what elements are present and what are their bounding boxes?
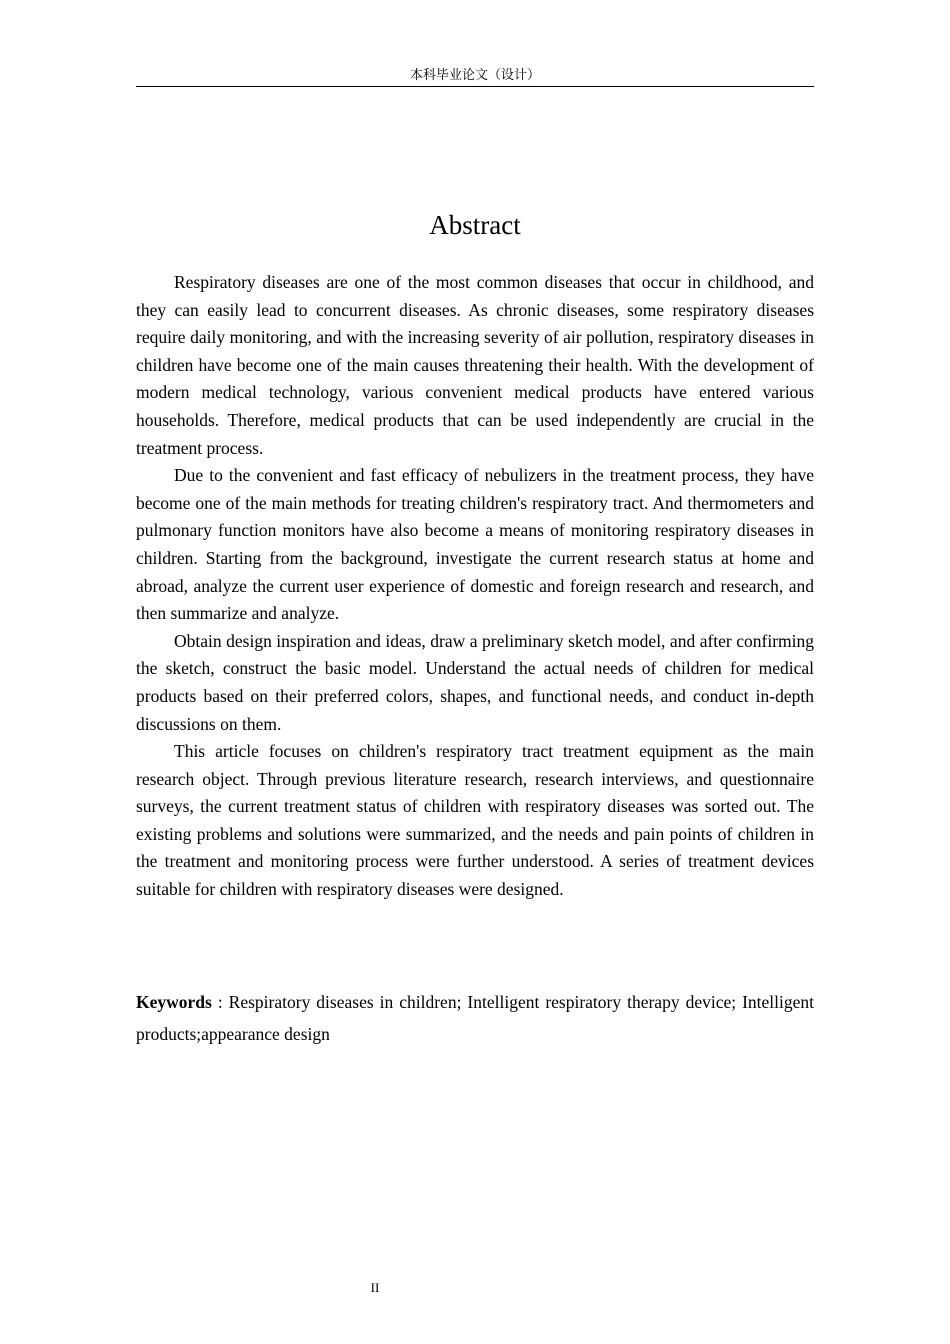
abstract-paragraph: Respiratory diseases are one of the most common diseases that occur in childhood, and they can easily lead to concurrent diseases. As chronic diseases, some respiratory diseases require daily monitoring, and with the increasing severity of air pollution, respiratory diseases in children have become one of the main causes threatening their health. With the development of modern medical technology, various convenient medical products have entered various households. Therefore, medical products that can be used independently are crucial in the treatment process. — [136, 272, 814, 458]
keywords-line — [136, 986, 814, 1050]
abstract-paragraph: Obtain design inspiration and ideas, draw a preliminary sketch model, and after confirming the sketch, construct the basic model. Understand the actual needs of children for medical products based on their preferred colors, shapes, and functional needs, and conduct in-depth discussions on them. — [136, 630, 814, 734]
abstract-paragraph: Due to the convenient and fast efficacy of nebulizers in the treatment process, they have become one of the main methods for treating children's respiratory tract. And thermometers and pulmonary function monitors have also become a means of monitoring respiratory diseases in children. Starting from the background, investigate the current research status at home and abroad, analyze the current user experience of domestic and foreign research and research, and then summarize and analyze. — [136, 465, 814, 624]
abstract-paragraph: This article focuses on children's respiratory tract treatment equipment as the main research object. Through previous literature research, research interviews, and questionnaire surveys, the current treatment status of children with respiratory diseases was sorted out. The existing problems and solutions were summarized, and the needs and pain points of children in the treatment and monitoring process were further understood. A series of treatment devices suitable for children with respiratory diseases were designed. — [136, 741, 814, 900]
page-number: II — [370, 1280, 380, 1295]
keywords-text: Respiratory diseases in children; Intelligent respiratory therapy device; Intelligent products;appearance design — [136, 992, 814, 1044]
keywords-label: Keywords — [136, 992, 212, 1012]
header-text: 本科毕业论文（设计） — [409, 67, 540, 82]
abstract-title: Abstract — [429, 210, 521, 240]
keywords-separator: : — [211, 992, 229, 1012]
page-header — [136, 66, 814, 87]
abstract-body — [136, 269, 814, 904]
